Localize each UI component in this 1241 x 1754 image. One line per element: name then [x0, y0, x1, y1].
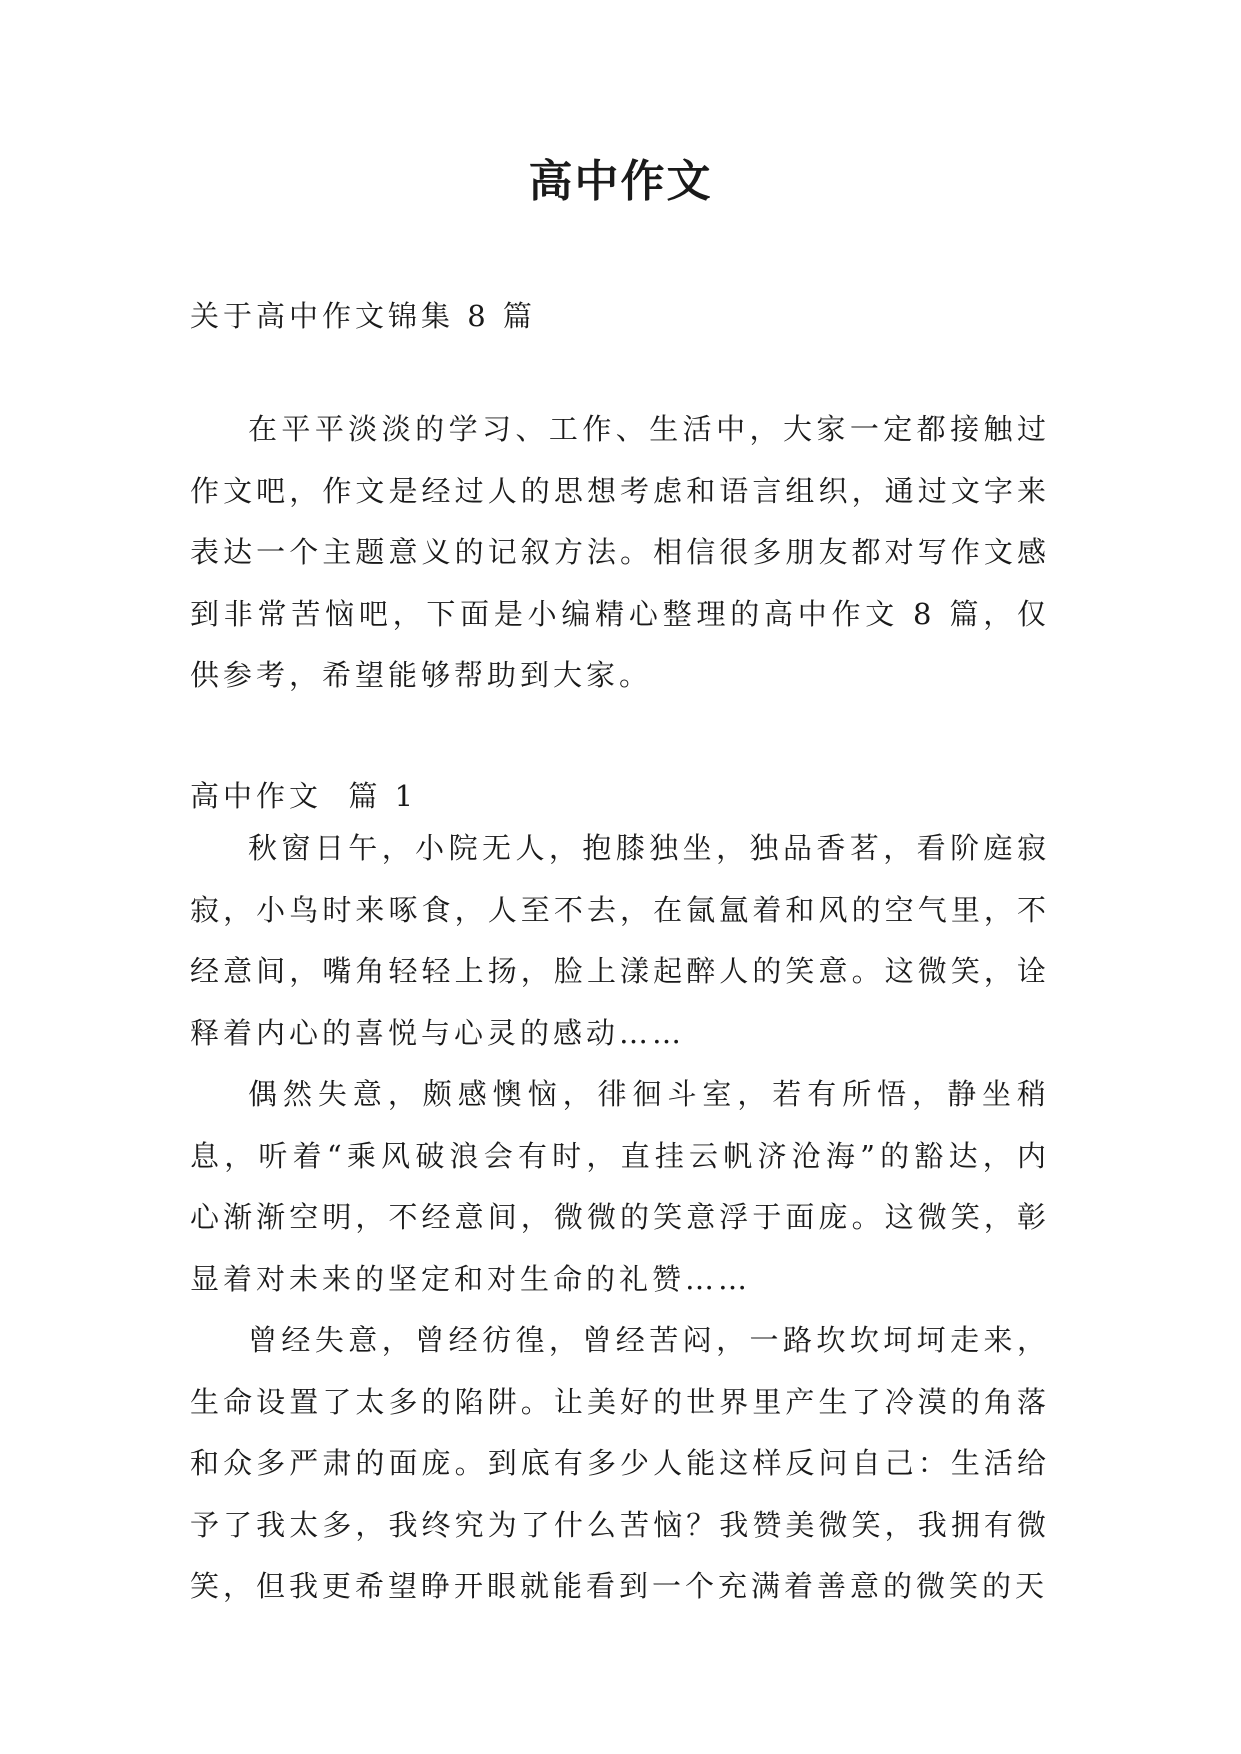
essay-body [190, 818, 1050, 1618]
section-title: 高中作文 篇 1 [190, 779, 418, 813]
document-subtitle: 关于高中作文锦集 8 篇 [190, 299, 536, 333]
intro-paragraph: 在平平淡淡的学习、工作、生活中，大家一定都接触过作文吧，作文是经过人的思想考虑和语言组织，通过文字来表达一个主题意义的记叙方法。相信很多朋友都对写作文感到非常苦恼吧，下面是小编精心整理的高中作文 8 篇，仅供参考，希望能够帮助到大家。 [190, 412, 1050, 692]
essay-paragraph-3: 曾经失意，曾经彷徨，曾经苦闷，一路坎坎坷坷走来，生命设置了太多的陷阱。让美好的世界里产生了冷漠的角落和众多严肃的面庞。到底有多少人能这样反问自己：生活给予了我太多，我终究为了什么苦恼？我赞美微笑，我拥有微笑，但我更希望睁开眼就能看到一个充满着善意的微笑的天 [190, 1323, 1050, 1603]
essay-paragraph-2: 偶然失意，颇感懊恼，徘徊斗室，若有所悟，静坐稍息，听着“乘风破浪会有时，直挂云帆济沧海”的豁达，内心渐渐空明，不经意间，微微的笑意浮于面庞。这微笑，彰显着对未来的坚定和对生命的礼赞…… [190, 1077, 1050, 1296]
intro-section [190, 399, 1050, 707]
essay-paragraph-1: 秋窗日午，小院无人，抱膝独坐，独品香茗，看阶庭寂寂，小鸟时来啄食，人至不去，在氤氲着和风的空气里，不经意间，嘴角轻轻上扬，脸上漾起醉人的笑意。这微笑，诠释着内心的喜悦与心灵的感动…… [190, 831, 1050, 1050]
document-title: 高中作文 [528, 156, 713, 207]
